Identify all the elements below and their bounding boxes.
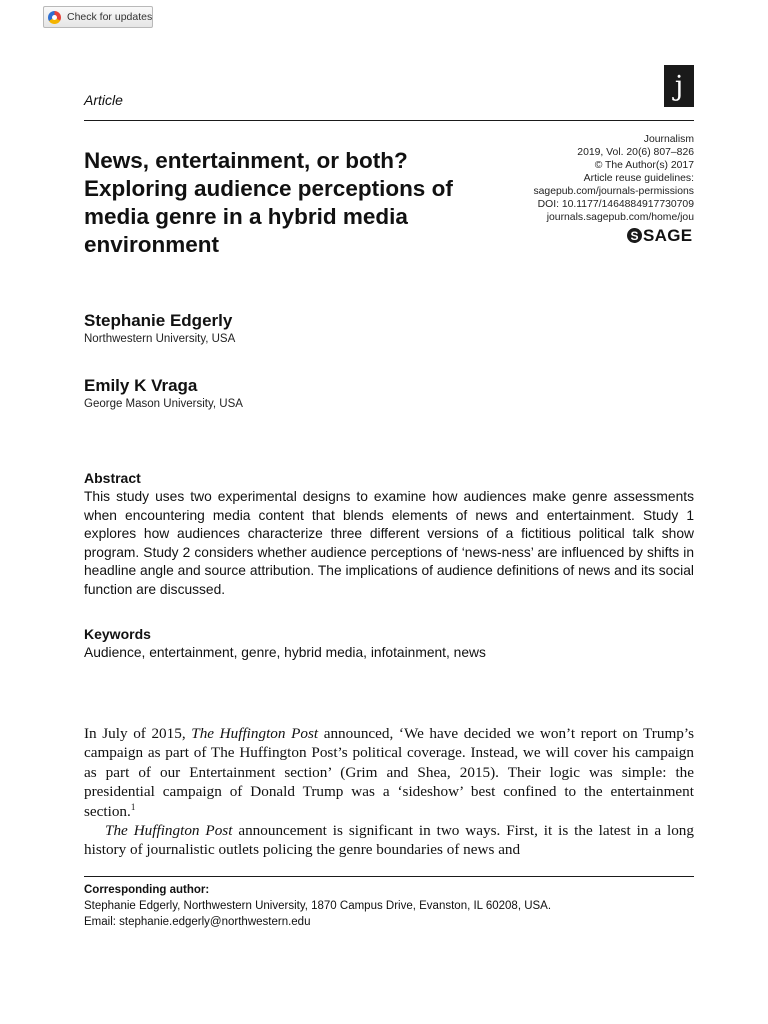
author-name: Emily K Vraga	[84, 376, 198, 395]
reuse-guidelines-link[interactable]: sagepub.com/journals-permissions	[533, 186, 694, 197]
article-title: News, entertainment, or both? Exploring audience perceptions of media genre in a hybrid media environment	[84, 148, 453, 257]
journal-volume: 2019, Vol. 20(6) 807–826	[577, 147, 694, 158]
body-paragraph: In July of 2015, The Huffington Post announced, ‘We have decided we won’t report on Trump’s campaign as part of The Huffington Post’s political coverage. Instead, we will cover his campaign as part of our Entertainment section’ (Grim and Shea, 2015). Their logic was simple: the presidential campaign of Donald Trump was a ‘sideshow’ best confined to the entertainment section.$^1$	[84, 725, 694, 820]
corresponding-author-email[interactable]: Email: stephanie.edgerly@northwestern.edu	[84, 916, 311, 928]
reuse-guidelines-label: Article reuse guidelines:	[583, 173, 694, 184]
keywords-list: Audience, entertainment, genre, hybrid media, infotainment, news	[84, 645, 486, 660]
journal-logo: j	[664, 65, 694, 107]
header-divider	[84, 120, 694, 121]
check-for-updates-button[interactable]	[43, 6, 153, 28]
journal-name: Journalism	[643, 134, 694, 145]
sage-logo	[627, 227, 692, 244]
sage-logo-icon: S	[627, 228, 642, 243]
sage-logo-text: SAGE	[643, 226, 693, 245]
corresponding-author-address: Stephanie Edgerly, Northwestern University, 1870 Campus Drive, Evanston, IL 60208, USA.	[84, 900, 552, 912]
article-type-label: Article	[84, 92, 123, 108]
doi-link[interactable]: DOI: 10.1177/1464884917730709	[537, 199, 694, 210]
body-paragraph: The Huffington Post announcement is significant in two ways. First, it is the latest in a long history of journalistic outlets policing the genre boundaries of news and	[84, 822, 694, 859]
check-for-updates-label: Check for updates	[67, 11, 153, 23]
footer-divider	[84, 876, 694, 877]
journal-home-link[interactable]: journals.sagepub.com/home/jou	[546, 212, 694, 223]
copyright-line: © The Author(s) 2017	[594, 160, 694, 171]
publication-name: The Huffington Post	[105, 822, 233, 840]
journal-metadata	[533, 133, 694, 224]
abstract-text: This study uses two experimental designs to examine how audiences make genre assessments when encountering media content that blends elements of news and entertainment. Study 1 explores how audiences characterize three different versions of a fictitious political talk show program. Study 2 considers whether audience perceptions of ‘news-ness’ are influenced by shifts in headline angle and source attribution. The implications of audience definitions of news and its social function are discussed.	[84, 489, 694, 597]
author-affiliation: Northwestern University, USA	[84, 333, 236, 345]
keywords-heading: Keywords	[84, 626, 151, 642]
author-affiliation: George Mason University, USA	[84, 398, 243, 410]
crossmark-icon	[48, 11, 61, 24]
corresponding-author-heading: Corresponding author:	[84, 884, 210, 896]
publication-name: The Huffington Post	[191, 725, 319, 742]
abstract-heading: Abstract	[84, 470, 141, 486]
author-name: Stephanie Edgerly	[84, 311, 233, 330]
footnote-reference[interactable]: 1	[130, 801, 136, 812]
article-body	[84, 724, 694, 860]
